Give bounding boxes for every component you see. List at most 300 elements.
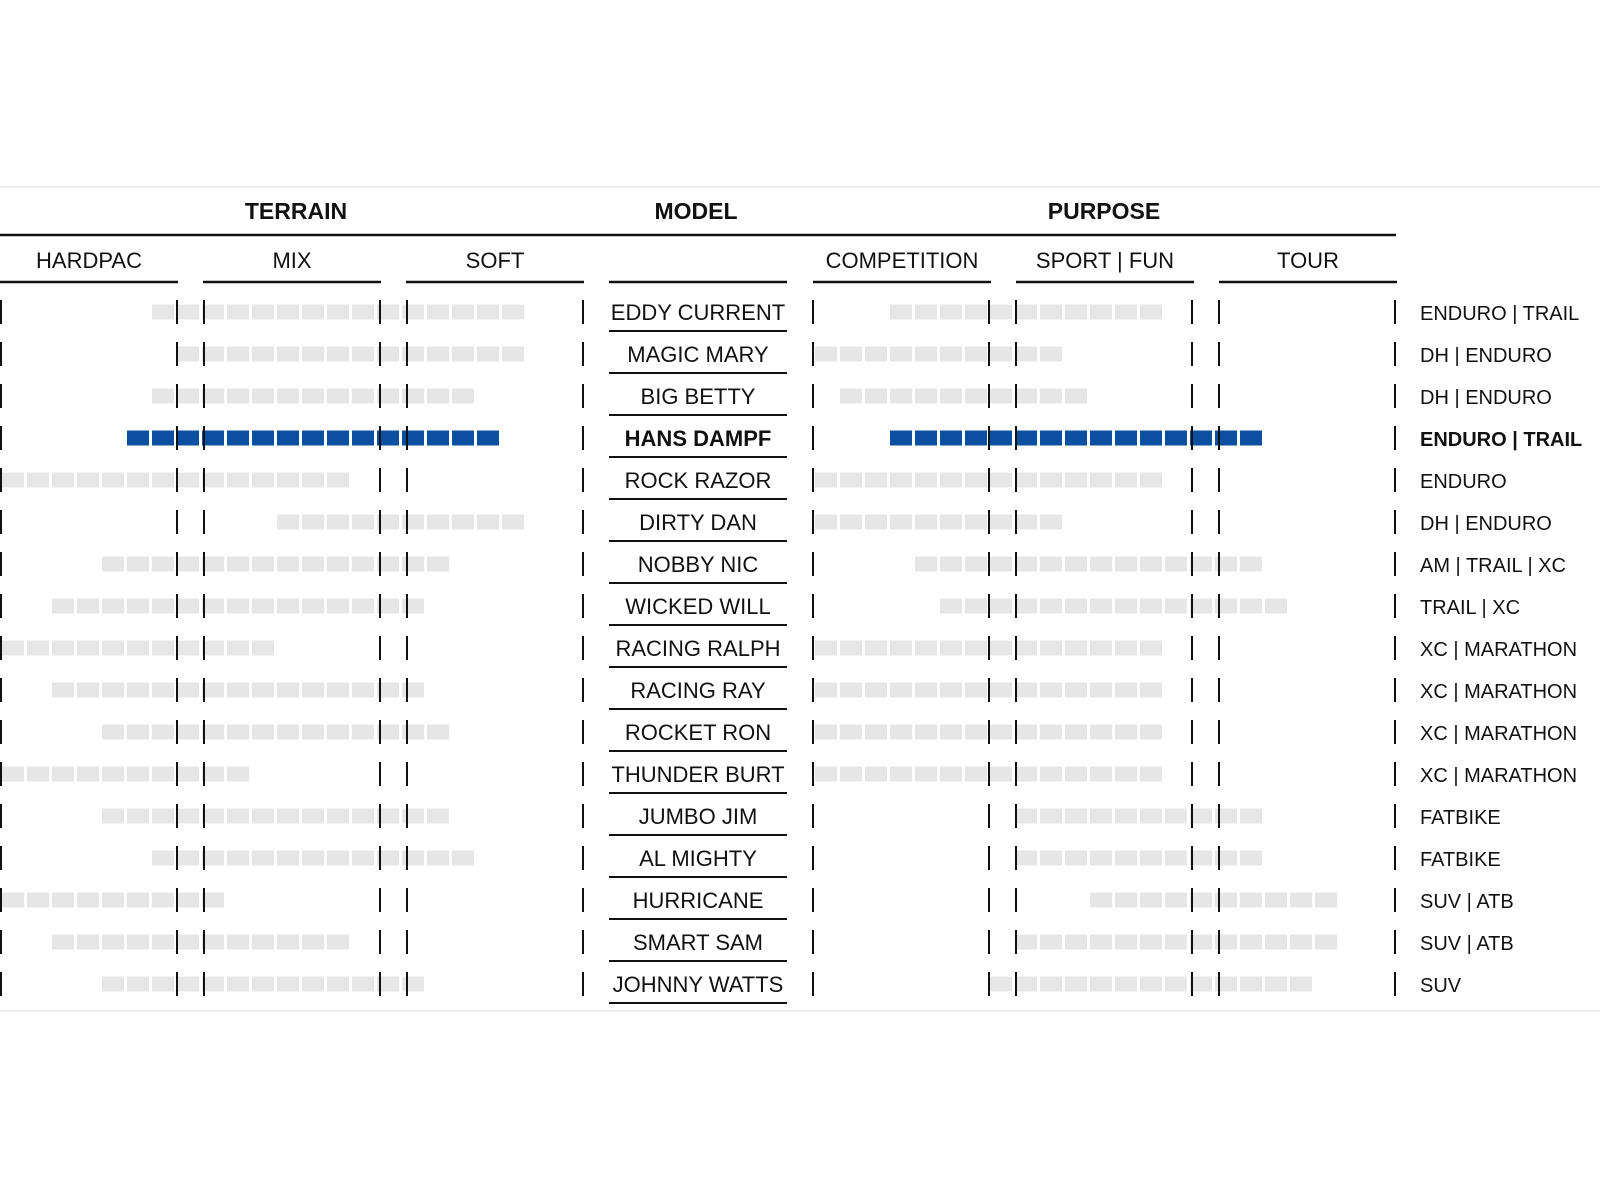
- purpose-block: [1015, 389, 1037, 404]
- terrain-block: [177, 473, 199, 488]
- terrain-block: [177, 431, 199, 446]
- purpose-block: [1040, 935, 1062, 950]
- terrain-block: [277, 305, 299, 320]
- purpose-label-eddy-current: ENDURO | TRAIL: [1420, 303, 1580, 325]
- terrain-block: [202, 431, 224, 446]
- purpose-block: [1065, 767, 1087, 782]
- purpose-block: [965, 767, 987, 782]
- purpose-block: [915, 347, 937, 362]
- purpose-block: [1265, 977, 1287, 992]
- purpose-label-racing-ray: XC | MARATHON: [1420, 681, 1578, 703]
- terrain-block: [477, 347, 499, 362]
- terrain-block: [102, 557, 124, 572]
- terrain-block: [277, 851, 299, 866]
- terrain-block: [352, 515, 374, 530]
- purpose-block: [1090, 767, 1112, 782]
- purpose-block: [1090, 599, 1112, 614]
- purpose-block: [1165, 851, 1187, 866]
- model-label-wicked-will: WICKED WILL: [625, 594, 771, 619]
- purpose-block: [1015, 473, 1037, 488]
- terrain-block: [177, 305, 199, 320]
- terrain-block: [252, 305, 274, 320]
- purpose-block: [990, 305, 1012, 320]
- terrain-block: [77, 893, 99, 908]
- purpose-block: [1315, 935, 1337, 950]
- purpose-block: [1190, 809, 1212, 824]
- purpose-block: [965, 347, 987, 362]
- terrain-block: [277, 725, 299, 740]
- purpose-block: [1065, 725, 1087, 740]
- purpose-block: [1115, 977, 1137, 992]
- purpose-block: [1115, 431, 1137, 446]
- purpose-block: [940, 641, 962, 656]
- terrain-block: [452, 431, 474, 446]
- terrain-block: [477, 515, 499, 530]
- terrain-block: [27, 893, 49, 908]
- terrain-block: [177, 599, 199, 614]
- purpose-block: [890, 641, 912, 656]
- purpose-block: [965, 599, 987, 614]
- terrain-block: [127, 683, 149, 698]
- terrain-block: [252, 977, 274, 992]
- terrain-block: [152, 683, 174, 698]
- terrain-block: [452, 851, 474, 866]
- purpose-block: [1065, 851, 1087, 866]
- terrain-block: [427, 305, 449, 320]
- terrain-block: [402, 851, 424, 866]
- terrain-block: [177, 683, 199, 698]
- terrain-block: [477, 305, 499, 320]
- terrain-block: [427, 809, 449, 824]
- terrain-block: [277, 977, 299, 992]
- purpose-block: [1065, 431, 1087, 446]
- terrain-block: [77, 935, 99, 950]
- model-label-al-mighty: AL MIGHTY: [639, 846, 757, 871]
- terrain-block: [52, 935, 74, 950]
- terrain-block: [77, 473, 99, 488]
- purpose-block: [1090, 809, 1112, 824]
- terrain-block: [327, 935, 349, 950]
- purpose-block: [1090, 977, 1112, 992]
- purpose-block: [890, 767, 912, 782]
- terrain-block: [302, 347, 324, 362]
- terrain-block: [252, 935, 274, 950]
- purpose-block: [1115, 851, 1137, 866]
- terrain-block: [277, 347, 299, 362]
- purpose-block: [1065, 977, 1087, 992]
- purpose-block: [1040, 683, 1062, 698]
- table-row: [1, 846, 1501, 877]
- terrain-block: [277, 683, 299, 698]
- purpose-label-al-mighty: FATBIKE: [1420, 849, 1501, 871]
- terrain-block: [52, 683, 74, 698]
- purpose-block: [1190, 935, 1212, 950]
- terrain-block: [127, 977, 149, 992]
- terrain-block: [452, 515, 474, 530]
- terrain-block: [227, 851, 249, 866]
- terrain-block: [427, 851, 449, 866]
- terrain-block: [202, 851, 224, 866]
- terrain-block: [252, 641, 274, 656]
- terrain-block: [27, 767, 49, 782]
- terrain-block: [227, 599, 249, 614]
- terrain-block: [402, 389, 424, 404]
- terrain-block: [352, 851, 374, 866]
- terrain-block: [352, 557, 374, 572]
- terrain-block: [152, 935, 174, 950]
- terrain-block: [77, 599, 99, 614]
- purpose-label-nobby-nic: AM | TRAIL | XC: [1420, 555, 1566, 577]
- purpose-column-tour: TOUR: [1277, 248, 1339, 273]
- purpose-block: [1065, 473, 1087, 488]
- terrain-block: [202, 347, 224, 362]
- terrain-block: [152, 893, 174, 908]
- purpose-block: [940, 557, 962, 572]
- purpose-block: [965, 641, 987, 656]
- purpose-block: [1040, 389, 1062, 404]
- purpose-block: [1240, 935, 1262, 950]
- purpose-block: [1165, 431, 1187, 446]
- terrain-block: [202, 683, 224, 698]
- purpose-block: [1015, 641, 1037, 656]
- purpose-block: [890, 347, 912, 362]
- purpose-block: [1015, 599, 1037, 614]
- purpose-block: [915, 515, 937, 530]
- terrain-block: [302, 725, 324, 740]
- purpose-block: [1015, 431, 1037, 446]
- purpose-column-competition: COMPETITION: [825, 248, 979, 273]
- table-row: [1, 594, 1520, 625]
- terrain-block: [152, 431, 174, 446]
- terrain-block: [502, 515, 524, 530]
- terrain-block: [77, 683, 99, 698]
- purpose-block: [1140, 767, 1162, 782]
- terrain-block: [227, 683, 249, 698]
- purpose-block: [865, 683, 887, 698]
- purpose-block: [1015, 767, 1037, 782]
- purpose-block: [840, 641, 862, 656]
- purpose-block: [990, 473, 1012, 488]
- purpose-block: [1165, 893, 1187, 908]
- purpose-block: [1240, 809, 1262, 824]
- model-label-hurricane: HURRICANE: [632, 888, 764, 913]
- terrain-block: [227, 725, 249, 740]
- purpose-block: [965, 431, 987, 446]
- terrain-block: [302, 473, 324, 488]
- purpose-block: [1140, 683, 1162, 698]
- terrain-block: [127, 599, 149, 614]
- purpose-block: [1090, 641, 1112, 656]
- terrain-block: [202, 977, 224, 992]
- purpose-block: [915, 557, 937, 572]
- model-label-jumbo-jim: JUMBO JIM: [638, 804, 758, 829]
- purpose-block: [1140, 305, 1162, 320]
- purpose-block: [915, 641, 937, 656]
- terrain-block: [402, 431, 424, 446]
- purpose-block: [1040, 767, 1062, 782]
- terrain-block: [52, 893, 74, 908]
- terrain-block: [152, 977, 174, 992]
- purpose-block: [865, 473, 887, 488]
- terrain-block: [27, 473, 49, 488]
- purpose-block: [1090, 305, 1112, 320]
- terrain-block: [177, 977, 199, 992]
- terrain-block: [252, 725, 274, 740]
- terrain-block: [127, 935, 149, 950]
- terrain-block: [302, 599, 324, 614]
- purpose-label-rock-razor: ENDURO: [1420, 471, 1507, 493]
- table-row: [1, 930, 1514, 961]
- terrain-block: [352, 305, 374, 320]
- terrain-block: [202, 641, 224, 656]
- terrain-column-hardpac: HARDPAC: [36, 248, 142, 273]
- terrain-block: [177, 809, 199, 824]
- terrain-block: [127, 557, 149, 572]
- purpose-block: [815, 683, 837, 698]
- terrain-block: [227, 305, 249, 320]
- purpose-block: [965, 515, 987, 530]
- purpose-block: [1240, 599, 1262, 614]
- purpose-block: [1090, 893, 1112, 908]
- purpose-block: [1090, 557, 1112, 572]
- purpose-block: [865, 725, 887, 740]
- terrain-block: [352, 977, 374, 992]
- purpose-block: [1015, 725, 1037, 740]
- terrain-block: [102, 767, 124, 782]
- terrain-block: [402, 725, 424, 740]
- purpose-block: [1115, 473, 1137, 488]
- model-label-smart-sam: SMART SAM: [633, 930, 763, 955]
- purpose-block: [815, 347, 837, 362]
- purpose-column-sport-fun: SPORT | FUN: [1035, 248, 1175, 273]
- terrain-block: [152, 809, 174, 824]
- purpose-block: [1140, 809, 1162, 824]
- model-label-eddy-current: EDDY CURRENT: [610, 300, 786, 325]
- terrain-block: [227, 935, 249, 950]
- purpose-block: [1040, 851, 1062, 866]
- terrain-block: [102, 725, 124, 740]
- purpose-block: [1040, 305, 1062, 320]
- table-row: [1, 552, 1566, 583]
- purpose-block: [1065, 641, 1087, 656]
- purpose-block: [915, 305, 937, 320]
- purpose-block: [965, 557, 987, 572]
- purpose-block: [915, 431, 937, 446]
- purpose-block: [1140, 893, 1162, 908]
- terrain-block: [202, 809, 224, 824]
- terrain-header: TERRAIN: [244, 198, 348, 224]
- purpose-block: [1115, 641, 1137, 656]
- purpose-block: [1115, 809, 1137, 824]
- purpose-block: [1015, 515, 1037, 530]
- terrain-block: [102, 935, 124, 950]
- terrain-block: [252, 599, 274, 614]
- purpose-block: [815, 641, 837, 656]
- terrain-block: [427, 431, 449, 446]
- terrain-block: [52, 599, 74, 614]
- terrain-block: [352, 683, 374, 698]
- purpose-block: [940, 767, 962, 782]
- terrain-block: [177, 893, 199, 908]
- terrain-block: [402, 515, 424, 530]
- terrain-block: [102, 809, 124, 824]
- terrain-block: [127, 641, 149, 656]
- purpose-block: [1190, 851, 1212, 866]
- terrain-block: [452, 389, 474, 404]
- purpose-block: [965, 725, 987, 740]
- terrain-block: [352, 431, 374, 446]
- purpose-block: [865, 641, 887, 656]
- purpose-block: [840, 347, 862, 362]
- purpose-block: [1090, 725, 1112, 740]
- terrain-block: [152, 557, 174, 572]
- terrain-block: [102, 977, 124, 992]
- purpose-block: [1015, 977, 1037, 992]
- terrain-block: [277, 389, 299, 404]
- terrain-block: [152, 389, 174, 404]
- purpose-block: [890, 389, 912, 404]
- terrain-block: [327, 599, 349, 614]
- purpose-block: [865, 767, 887, 782]
- terrain-block: [227, 557, 249, 572]
- purpose-block: [940, 305, 962, 320]
- purpose-block: [865, 389, 887, 404]
- purpose-block: [1290, 893, 1312, 908]
- terrain-block: [402, 557, 424, 572]
- purpose-block: [1015, 851, 1037, 866]
- table-row: [1, 384, 1552, 415]
- purpose-block: [990, 683, 1012, 698]
- purpose-label-dirty-dan: DH | ENDURO: [1420, 513, 1552, 535]
- terrain-block: [202, 935, 224, 950]
- terrain-block: [302, 851, 324, 866]
- purpose-block: [990, 431, 1012, 446]
- purpose-block: [990, 557, 1012, 572]
- terrain-block: [277, 557, 299, 572]
- terrain-block: [152, 725, 174, 740]
- terrain-block: [177, 935, 199, 950]
- terrain-block: [202, 725, 224, 740]
- purpose-block: [1315, 893, 1337, 908]
- terrain-block: [327, 515, 349, 530]
- purpose-block: [990, 725, 1012, 740]
- purpose-block: [840, 389, 862, 404]
- purpose-block: [990, 977, 1012, 992]
- terrain-block: [177, 557, 199, 572]
- table-row: [1, 678, 1577, 709]
- rows-layer: [1, 300, 1582, 1003]
- table-row: [1, 300, 1579, 331]
- table-row: [1, 468, 1507, 499]
- purpose-block: [1090, 935, 1112, 950]
- terrain-block: [427, 515, 449, 530]
- terrain-block: [202, 557, 224, 572]
- terrain-block: [327, 305, 349, 320]
- terrain-block: [352, 389, 374, 404]
- purpose-block: [990, 389, 1012, 404]
- purpose-block: [890, 515, 912, 530]
- terrain-block: [102, 893, 124, 908]
- terrain-block: [202, 473, 224, 488]
- terrain-block: [277, 515, 299, 530]
- terrain-block: [177, 641, 199, 656]
- terrain-block: [52, 641, 74, 656]
- purpose-block: [1265, 935, 1287, 950]
- purpose-header: PURPOSE: [1047, 198, 1161, 224]
- terrain-block: [52, 473, 74, 488]
- terrain-block: [277, 935, 299, 950]
- purpose-block: [990, 515, 1012, 530]
- terrain-block: [27, 641, 49, 656]
- purpose-block: [965, 473, 987, 488]
- terrain-block: [277, 809, 299, 824]
- purpose-block: [865, 347, 887, 362]
- terrain-block: [127, 809, 149, 824]
- purpose-block: [940, 515, 962, 530]
- purpose-block: [940, 389, 962, 404]
- terrain-block: [227, 347, 249, 362]
- model-label-rock-razor: ROCK RAZOR: [624, 468, 772, 493]
- terrain-block: [327, 557, 349, 572]
- terrain-block: [177, 347, 199, 362]
- terrain-block: [152, 473, 174, 488]
- terrain-column-soft: SOFT: [465, 248, 525, 273]
- terrain-block: [302, 935, 324, 950]
- terrain-block: [2, 767, 24, 782]
- purpose-label-rocket-ron: XC | MARATHON: [1420, 723, 1578, 745]
- purpose-block: [990, 599, 1012, 614]
- terrain-block: [252, 473, 274, 488]
- purpose-label-hurricane: SUV | ATB: [1420, 891, 1514, 913]
- purpose-block: [1240, 893, 1262, 908]
- purpose-block: [1040, 473, 1062, 488]
- purpose-block: [1190, 431, 1212, 446]
- purpose-block: [940, 599, 962, 614]
- terrain-block: [402, 305, 424, 320]
- model-label-nobby-nic: NOBBY NIC: [637, 552, 759, 577]
- terrain-block: [402, 599, 424, 614]
- table-row: [1, 804, 1501, 835]
- terrain-block: [252, 557, 274, 572]
- terrain-block: [202, 893, 224, 908]
- terrain-block: [227, 389, 249, 404]
- purpose-block: [1240, 557, 1262, 572]
- purpose-label-racing-ralph: XC | MARATHON: [1420, 639, 1578, 661]
- purpose-block: [1015, 809, 1037, 824]
- purpose-block: [840, 515, 862, 530]
- terrain-block: [152, 599, 174, 614]
- purpose-block: [1015, 305, 1037, 320]
- model-label-magic-mary: MAGIC MARY: [627, 342, 769, 367]
- purpose-block: [1140, 557, 1162, 572]
- terrain-block: [427, 389, 449, 404]
- purpose-block: [1115, 935, 1137, 950]
- purpose-block: [1165, 557, 1187, 572]
- purpose-block: [1115, 305, 1137, 320]
- table-row: [1, 972, 1462, 1003]
- purpose-block: [990, 641, 1012, 656]
- purpose-block: [1090, 431, 1112, 446]
- terrain-block: [452, 305, 474, 320]
- purpose-block: [990, 347, 1012, 362]
- terrain-block: [127, 725, 149, 740]
- terrain-block: [127, 473, 149, 488]
- purpose-block: [1165, 599, 1187, 614]
- purpose-block: [1115, 599, 1137, 614]
- purpose-block: [1065, 305, 1087, 320]
- purpose-block: [1240, 851, 1262, 866]
- purpose-block: [915, 767, 937, 782]
